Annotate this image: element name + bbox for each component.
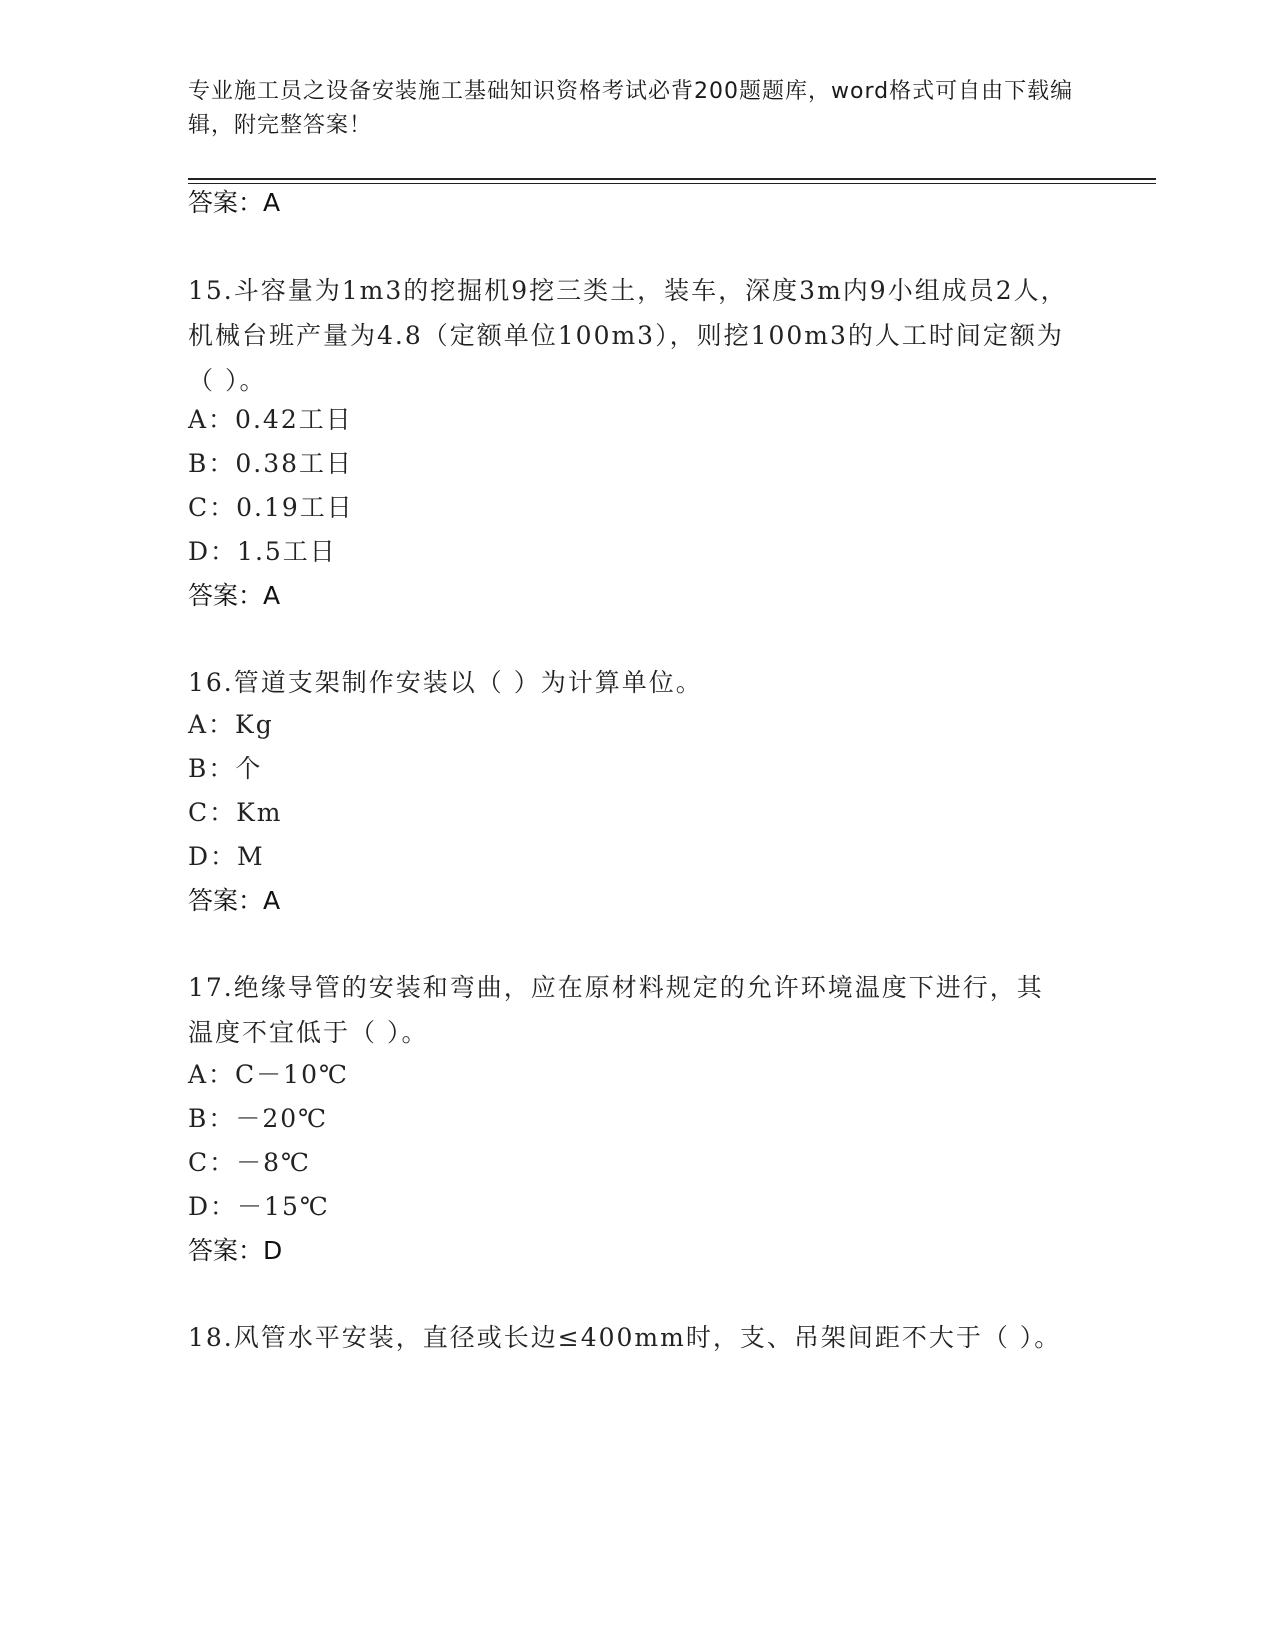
- question-18-text: 18.风管水平安装，直径或长边≤400mm时，支、吊架间距不大于（ ）。: [188, 1323, 1062, 1352]
- question-16-option-c: C：Km: [188, 798, 283, 827]
- question-16-option-b: B：个: [188, 754, 263, 783]
- question-17-option-b: B：－20℃: [188, 1104, 329, 1133]
- header-rule-thick: [188, 178, 1156, 180]
- question-15-option-a: A：0.42工日: [188, 405, 353, 434]
- question-17-option-d: D：－15℃: [188, 1192, 330, 1221]
- question-16-option-a: A：Kg: [188, 710, 274, 739]
- question-17-option-c: C：－8℃: [188, 1148, 312, 1177]
- header-rule-thin: [188, 183, 1156, 184]
- question-15-option-b: B：0.38工日: [188, 449, 354, 478]
- question-17-answer: 答案：D: [188, 1236, 283, 1265]
- question-15-option-d: D：1.5工日: [188, 537, 337, 566]
- question-15-answer: 答案：A: [188, 581, 281, 610]
- question-15-text: 15.斗容量为1m3的挖掘机9挖三类土，装车，深度3m内9小组成员2人，机械台班产量为4.8（定额单位100m3），则挖100m3的人工时间定额为（ ）。: [188, 276, 1068, 395]
- document-header: 专业施工员之设备安装施工基础知识资格考试必背200题题库，word格式可自由下载编辑，附完整答案！: [188, 79, 1074, 138]
- question-17-option-a: A：C－10℃: [188, 1060, 349, 1089]
- question-16-answer: 答案：A: [188, 886, 281, 915]
- answer-line: 答案：A: [188, 188, 281, 217]
- question-15-option-c: C：0.19工日: [188, 493, 354, 522]
- question-17-text: 17.绝缘导管的安装和弯曲，应在原材料规定的允许环境温度下进行，其温度不宜低于（ ）。: [188, 973, 1044, 1047]
- question-16-option-d: D：M: [188, 842, 265, 871]
- question-16-text: 16.管道支架制作安装以（ ）为计算单位。: [188, 668, 703, 697]
